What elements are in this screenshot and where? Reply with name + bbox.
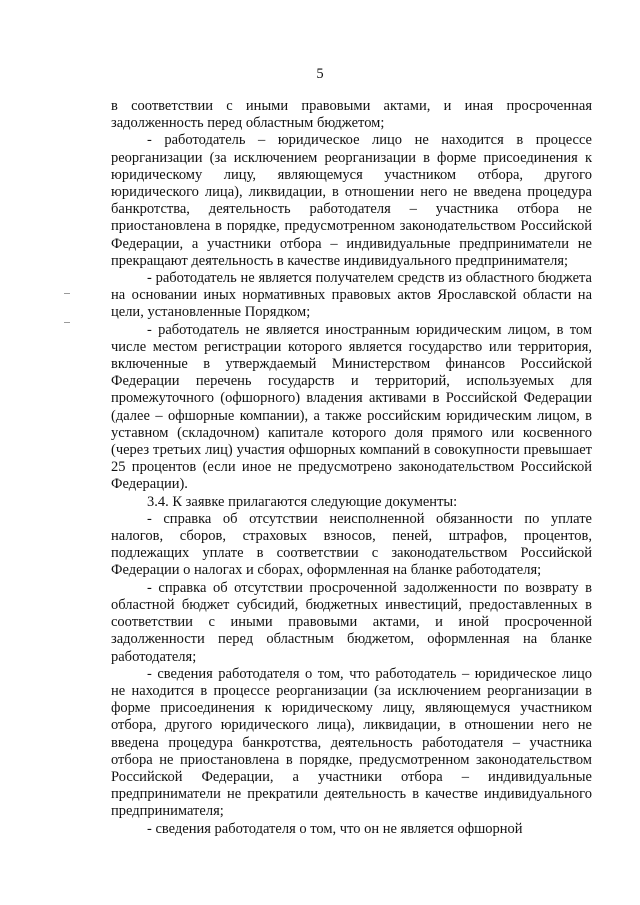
margin-mark (64, 293, 70, 294)
paragraph: - сведения работодателя о том, что работодатель – юридическое лицо не находится в процессе реорганизации (за исключением реорганизации в форме присоединения к юридическому лицу, являющемуся участником отбора, другого юридического лица), ликвидации, в отношении него не введена процедура банкротства, деятельность работодателя – участника отбора не приостановлена в порядке, предусмотренном законодательством Российской Федерации, а участники отбора – индивидуальные предприниматели не прекратили деятельность в качестве индивидуального предпринимателя; (111, 665, 592, 820)
section-heading: 3.4. К заявке прилагаются следующие документы: (147, 493, 458, 510)
paragraph: - работодатель – юридическое лицо не находится в процессе реорганизации (за исключением реорганизации в форме присоединения к юридическому лицу, являющемуся участником отбора, другого юридического лица), ликвидации, в отношении него не введена процедура банкротства, деятельность работодателя – участника отбора не приостановлена в порядке, предусмотренном законодательством Российской Федерации, а участники отбора – индивидуальные предприниматели не прекращают деятельность в качестве индивидуального предпринимателя; (111, 132, 592, 269)
paragraph: - справка об отсутствии неисполненной обязанности по уплате налогов, сборов, страховых взносов, пеней, штрафов, процентов, подлежащих уплате в соответствии с законодательством Российской Федерации о налогах и сборах, оформленная на бланке работодателя; (111, 510, 592, 579)
paragraph: - справка об отсутствии просроченной задолженности по возврату в областной бюджет субсидий, бюджетных инвестиций, предоставленных в соответствии с иными правовыми актами, и иной просроченной задолженности перед областным бюджетом, оформленная на бланке работодателя; (111, 579, 592, 665)
paragraph: - работодатель не является получателем средств из областного бюджета на основании иных нормативных правовых актов Ярославской области на цели, установленные Порядком; (111, 270, 592, 321)
paragraph: - работодатель не является иностранным юридическим лицом, в том числе местом регистрации которого является государство или территория, включенные в утверждаемый Министерством финансов Российской Федерации перечень государств и территорий, используемых для промежуточного (офшорного) владения активами в Российской Федерации (далее – офшорные компании), а также российским юридическим лицом, в уставном (складочном) капитале которого доля прямого или косвенного (через третьих лиц) участия офшорных компаний в совокупности превышает 25 процентов (если иное не предусмотрено законодательством Российской Федерации). (111, 321, 592, 493)
document-body (111, 98, 592, 838)
paragraph: в соответствии с иными правовыми актами, и иная просроченная задолженность перед областным бюджетом; (111, 98, 592, 132)
page-number: 5 (316, 66, 324, 82)
paragraph: - сведения работодателя о том, что он не является офшорной (147, 820, 523, 837)
margin-mark (64, 322, 70, 323)
